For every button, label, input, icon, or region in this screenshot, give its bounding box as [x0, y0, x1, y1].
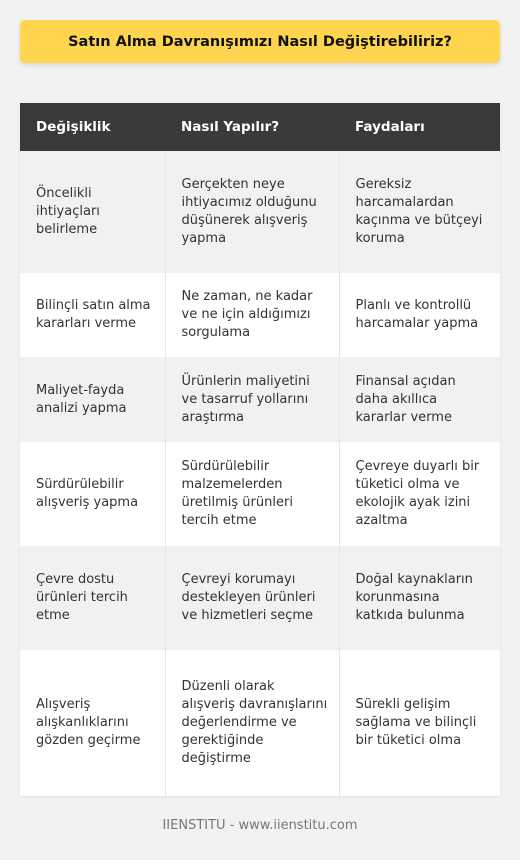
cell-how: Ne zaman, ne kadar ve ne için aldığımızı sorgulama — [165, 273, 339, 357]
table-header-row — [20, 103, 500, 151]
cell-change: Alışveriş alışkanlıklarını gözden geçirme — [20, 650, 165, 796]
cell-benefits: Çevreye duyarlı bir tüketici olma ve ekolojik ayak izini azaltma — [339, 442, 500, 546]
cell-change: Maliyet-fayda analizi yapma — [20, 357, 165, 442]
cell-change: Sürdürülebilir alışveriş yapma — [20, 442, 165, 546]
cell-change: Bilinçli satın alma kararları verme — [20, 273, 165, 357]
table-row — [20, 650, 500, 796]
header-how: Nasıl Yapılır? — [165, 103, 339, 151]
cell-benefits: Planlı ve kontrollü harcamalar yapma — [339, 273, 500, 357]
cell-change: Öncelikli ihtiyaçları belirleme — [20, 151, 165, 273]
cell-benefits: Gereksiz harcamalardan kaçınma ve bütçeyi koruma — [339, 151, 500, 273]
table-row — [20, 546, 500, 650]
table-row — [20, 151, 500, 273]
table-row — [20, 442, 500, 546]
cell-how: Ürünlerin maliyetini ve tasarruf yollarını araştırma — [165, 357, 339, 442]
comparison-table — [20, 103, 500, 796]
table-row — [20, 357, 500, 442]
footer-credit: IIENSTITU - www.iienstitu.com — [162, 818, 358, 833]
cell-how: Gerçekten neye ihtiyacımız olduğunu düşünerek alışveriş yapma — [165, 151, 339, 273]
cell-benefits: Sürekli gelişim sağlama ve bilinçli bir tüketici olma — [339, 650, 500, 796]
header-change: Değişiklik — [20, 103, 165, 151]
page-title: Satın Alma Davranışımızı Nasıl Değiştirebiliriz? — [20, 20, 500, 63]
table-row — [20, 273, 500, 357]
cell-benefits: Doğal kaynakların korunmasına katkıda bulunma — [339, 546, 500, 650]
cell-how: Çevreyi korumayı destekleyen ürünleri ve hizmetleri seçme — [165, 546, 339, 650]
cell-how: Sürdürülebilir malzemelerden üretilmiş ürünleri tercih etme — [165, 442, 339, 546]
cell-benefits: Finansal açıdan daha akıllıca kararlar verme — [339, 357, 500, 442]
cell-change: Çevre dostu ürünleri tercih etme — [20, 546, 165, 650]
cell-how: Düzenli olarak alışveriş davranışlarını değerlendirme ve gerektiğinde değiştirme — [165, 650, 339, 796]
header-benefits: Faydaları — [339, 103, 500, 151]
